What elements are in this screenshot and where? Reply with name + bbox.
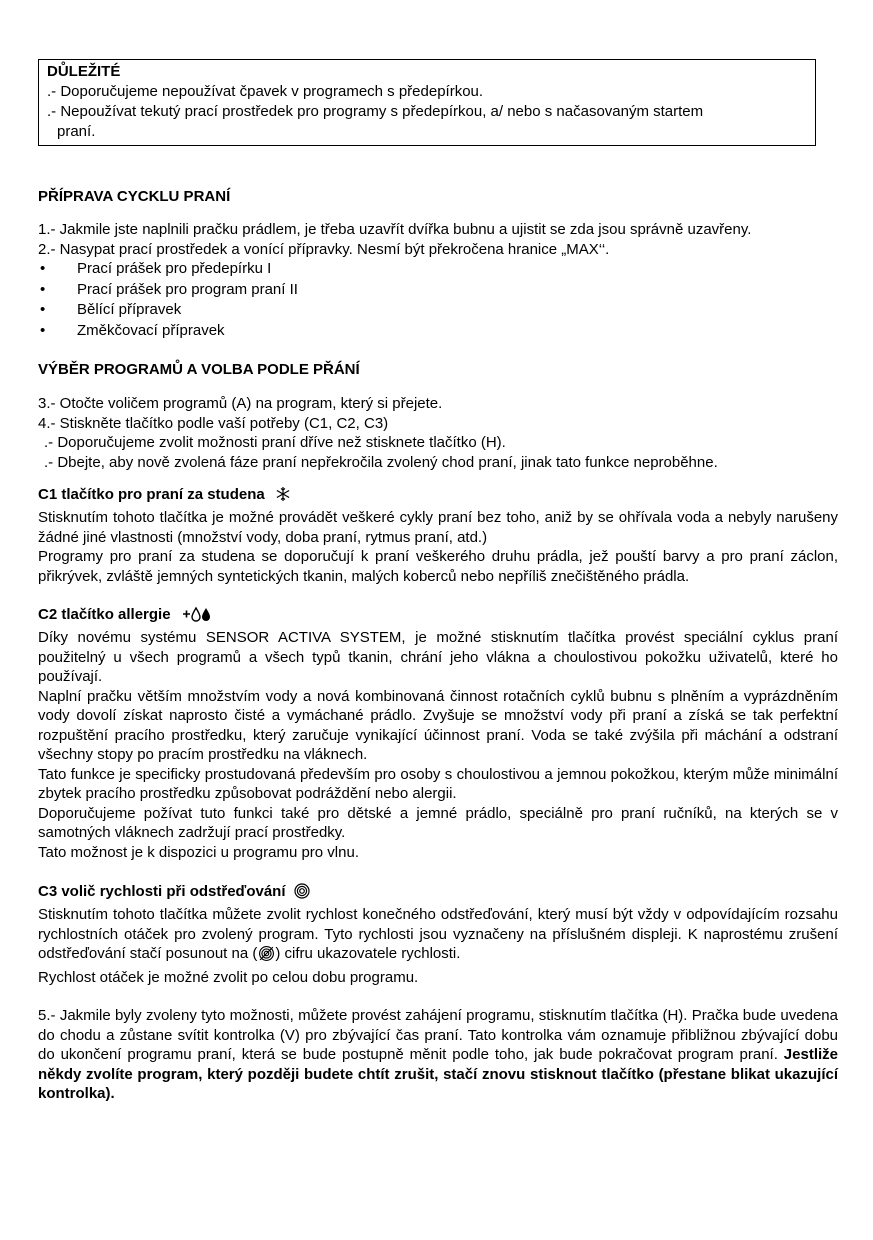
- paragraph: Tato funkce je specificky prostudovaná především pro osoby s choulostivou a jemnou pokožkou, kterým může minimální zbytek pracího prostředku způsobovat podráždění nebo alergii.: [38, 765, 838, 802]
- paragraph: 4.- Stiskněte tlačítko podle vaší potřeby (C1, C2, C3): [38, 414, 389, 432]
- c3-text-part: Stisknutím tohoto tlačítka můžete zvolit rychlost konečného odstřeďování, který musí být vždy v odpovídajícím rozsahu rychlostních otáček pro zvolený program. Tyto rychlosti jsou vyznačeny na příslušném displeji. K naprostému zrušení odstřeďování stačí posunout na (: [38, 906, 838, 962]
- paragraph: Rychlost otáček je možné zvolit po celou dobu programu.: [38, 968, 419, 986]
- bullet-icon: •: [40, 260, 46, 277]
- list-item-text: Změkčovací přípravek: [77, 321, 225, 339]
- paragraph: [38, 905, 838, 968]
- paragraph: 3.- Otočte voličem programů (A) na program, který si přejete.: [38, 395, 443, 412]
- allergy-drops-icon: [181, 606, 211, 628]
- section-heading-program-selection: VÝBĚR PROGRAMŮ A VOLBA PODLE PŘÁNÍ: [38, 361, 360, 378]
- list-item-text: Prací prášek pro předepírku I: [77, 260, 272, 277]
- snowflake-icon: [275, 486, 291, 508]
- notice-line: .- Doporučujeme nepoužívat čpavek v programech s předepírkou.: [47, 83, 484, 100]
- c3-text-part: ) cifru ukazovatele rychlosti.: [275, 945, 461, 962]
- note: .- Dbejte, aby nově zvolená fáze praní nepřekročila zvolený chod praní, jinak tato funkce neproběhne.: [44, 453, 718, 471]
- note: .- Doporučujeme zvolit možnosti praní dříve než stisknete tlačítko (H).: [44, 434, 506, 451]
- spin-icon: [294, 883, 310, 905]
- list-item-text: Bělící přípravek: [77, 301, 182, 318]
- section-heading-c2: [38, 605, 838, 628]
- important-notice-box: [38, 59, 816, 146]
- notice-line: praní.: [57, 123, 96, 140]
- c2-heading-text: C2 tlačítko allergie: [38, 606, 171, 623]
- c1-heading-text: C1 tlačítko pro praní za studena: [38, 486, 265, 503]
- section-heading-c1: [38, 485, 838, 508]
- bullet-icon: •: [40, 280, 46, 298]
- paragraph: Doporučujeme požívat tuto funkci také pro dětské a jemné prádlo, speciálně pro praní ručníků, na kterých se v samotných vláknech zadržují prací prostředky.: [38, 804, 838, 841]
- list-item: [38, 259, 838, 280]
- no-spin-icon: [258, 945, 275, 968]
- paragraph: Stisknutím tohoto tlačítka je možné provádět veškeré cykly praní bez toho, aniž by se ohřívala voda a nebyly narušeny žádné jiné vlastnosti (množství vody, doba praní, rytmus praní, atd.): [38, 509, 838, 546]
- c3-heading-text: C3 volič rychlosti při odstřeďování: [38, 883, 286, 900]
- list-item: [38, 300, 838, 321]
- bullet-icon: •: [40, 321, 46, 339]
- notice-title: DŮLEŽITÉ: [47, 63, 121, 80]
- paragraph: [38, 1006, 838, 1104]
- step5-text: 5.- Jakmile byly zvoleny tyto možnosti, můžete provést zahájení programu, stisknutím tlačítka (H). Pračka bude uvedena do chodu a zůstane svítit kontrolka (V) pro zbývající čas praní. Tato kontrolka vám oznamuje přibližnou zbývající dobu do ukončení programu praní, která se bude postupně měnit podle toho, jak bude pokračovat program praní.: [38, 1007, 838, 1063]
- paragraph: Tato možnost je k dispozici u programu pro vlnu.: [38, 843, 359, 861]
- section-heading-preparation: PŘÍPRAVA CYCKLU PRANÍ: [38, 188, 231, 205]
- paragraph: Díky novému systému SENSOR ACTIVA SYSTEM, je možné stisknutím tlačítka provést speciální cyklus praní použitelný u všech programů a všech typů tkanin, chrání jeho vlákna a choulostivou pokožku uživatelů, které ho používají.: [38, 629, 838, 685]
- paragraph: Programy pro praní za studena se doporučují k praní veškerého druhu prádla, jež pouští barvy a pro praní záclon, přikrývek, zvláště jemných syntetických tkanin, malých koberců nebo nepříliš znečištěného prádla.: [38, 548, 838, 585]
- list-item-text: Prací prášek pro program praní II: [77, 280, 298, 298]
- step5-bold-text: Jestliže někdy zvolíte program, který později budete chtít zrušit, stačí znovu stisknout tlačítko (přestane blikat ukazující kontrolka).: [38, 1046, 838, 1102]
- paragraph: Naplní pračku větším množstvím vody a nová kombinovaná činnost rotačních cyklů bubnu s plněním a vyprázdněním vody dovolí získat naprosto čisté a vymáchané prádlo. Zvyšuje se množství vody při praní a získá se tak perfektní rozpuštění pracího prostředku, který zaručuje vynikající účinnost praní. Voda se také zvýšila při máchání a odstraní všechny stopy po pracím prostředku na vláknech.: [38, 687, 838, 763]
- section-heading-c3: [38, 882, 838, 905]
- bullet-icon: •: [40, 301, 46, 318]
- paragraph: 2.- Nasypat prací prostředek a vonící přípravky. Nesmí být překročena hranice „MAX‘‘.: [38, 240, 610, 258]
- document-page: [38, 59, 838, 1104]
- notice-line: .- Nepoužívat tekutý prací prostředek pro programy s předepírkou, a/ nebo s načasovaným startem: [47, 103, 704, 120]
- paragraph: 1.- Jakmile jste naplnili pračku prádlem, je třeba uzavřít dvířka bubnu a ujistit se zda jsou správně uzavřeny.: [38, 221, 752, 238]
- list-item: [38, 321, 838, 342]
- list-item: [38, 280, 838, 301]
